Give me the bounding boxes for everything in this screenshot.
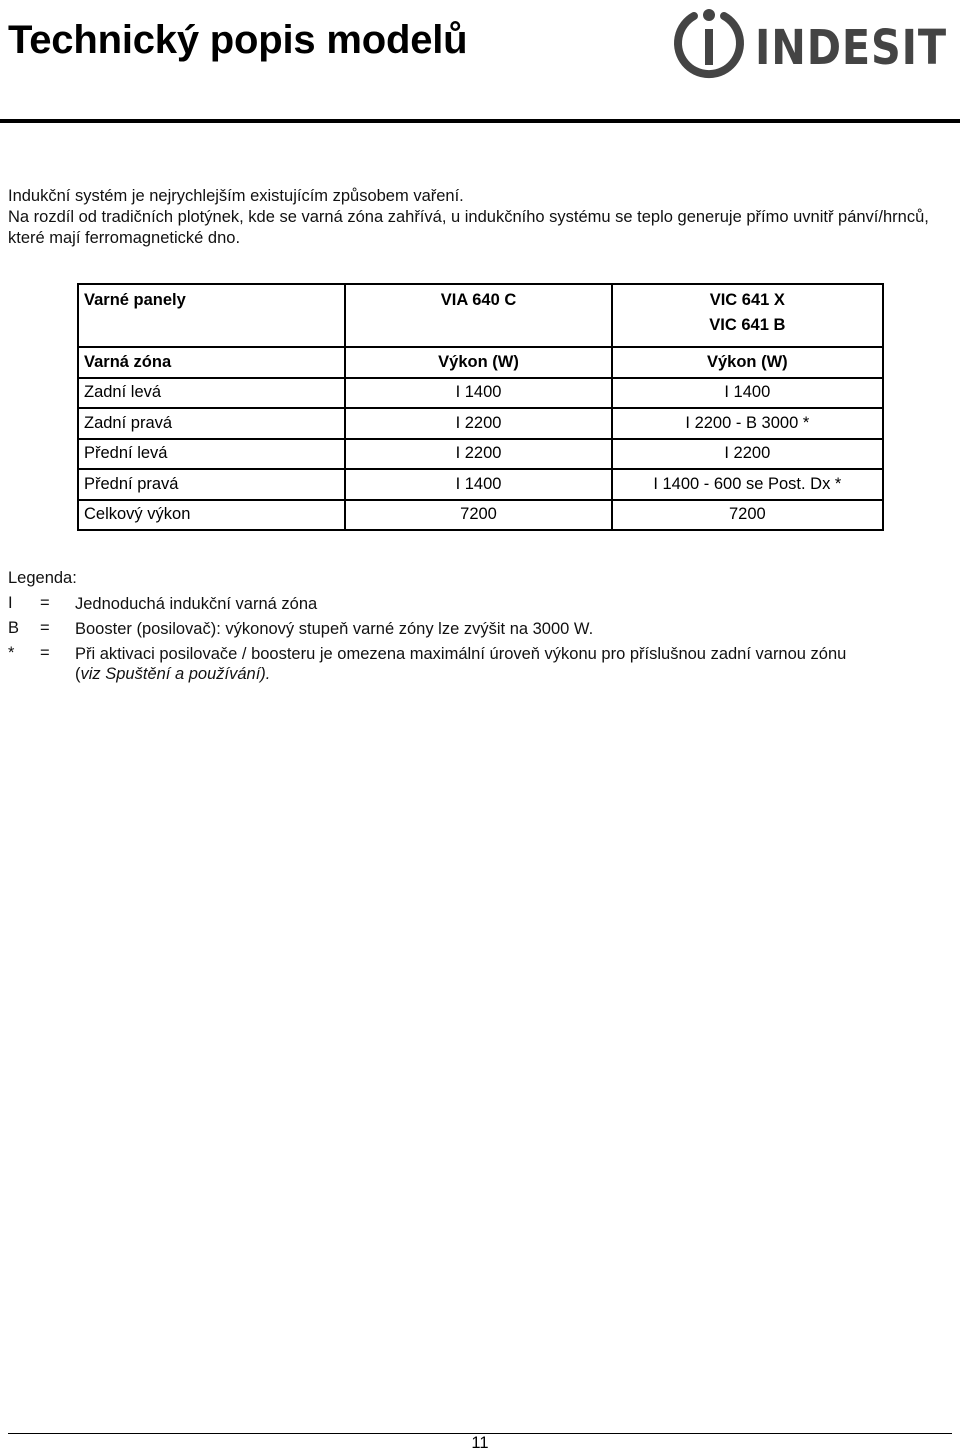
via-power-cell: I 2200 [345,439,611,470]
legend-item [8,641,948,684]
legend-description-text: Při aktivaci posilovače / boosteru je omezena maximální úroveň výkonu pro příslušnou zadní varnou zónu [75,645,847,663]
legend-equals: = [40,594,50,612]
legend-item [8,591,948,616]
brand-text: INDESIT [755,20,947,76]
legend-description [75,641,948,684]
legend-description: Booster (posilovač): výkonový stupeň varné zóny lze zvýšit na 3000 W. [75,620,594,638]
legend-item [8,616,948,641]
table-header-row [78,284,883,347]
zone-cell: Přední levá [78,439,345,470]
intro-line-1: Indukční systém je nejrychlejším existujícím způsobem vaření. [8,187,464,205]
via-power-cell: I 2200 [345,408,611,439]
header-model-vic [612,284,883,347]
vic-power-cell: I 1400 - 600 se Post. Dx * [612,469,883,500]
legend-ref-link-text: viz Spuštění a používání [80,665,261,683]
subheader-zone: Varná zóna [78,347,345,378]
subheader-power-via: Výkon (W) [345,347,611,378]
page-title: Technický popis modelů [8,18,468,62]
header-rule [0,119,960,123]
legend-equals: = [40,644,50,662]
legend-ref-open: ( [75,665,81,683]
table-subheader-row [78,347,883,378]
spec-table [77,283,884,531]
intro-text [8,186,948,249]
table-row [78,439,883,470]
zone-cell: Celkový výkon [78,500,345,531]
model-vic-x: VIC 641 X [709,291,785,309]
header-model-via: VIA 640 C [345,284,611,347]
vic-power-cell: I 2200 [612,439,883,470]
vic-power-cell: I 1400 [612,378,883,409]
page-number: 11 [471,1434,489,1452]
legend-equals: = [40,619,50,637]
table-row [78,408,883,439]
legend-symbol: * [8,644,15,662]
legend-ref-close: ). [260,665,271,683]
table-row [78,500,883,531]
vic-power-cell: I 2200 - B 3000 * [612,408,883,439]
legend-symbol: B [8,619,20,637]
indesit-logo [668,2,950,82]
legend-symbol: I [8,594,13,612]
vic-power-cell: 7200 [612,500,883,531]
zone-cell: Zadní levá [78,378,345,409]
legend-description: Jednoduchá indukční varná zóna [75,595,318,613]
header-cooktops: Varné panely [78,284,345,347]
model-vic-b: VIC 641 B [709,316,786,334]
legend-title: Legenda: [8,569,77,587]
via-power-cell: I 1400 [345,378,611,409]
table-row [78,378,883,409]
intro-line-2: Na rozdíl od tradičních plotýnek, kde se varná zóna zahřívá, u indukčního systému se teplo generuje přímo uvnitř pánví/hrnců, které mají ferromagnetické dno. [8,208,929,247]
legend [8,566,948,684]
via-power-cell: 7200 [345,500,611,531]
subheader-power-vic: Výkon (W) [612,347,883,378]
zone-cell: Zadní pravá [78,408,345,439]
table-row [78,469,883,500]
via-power-cell: I 1400 [345,469,611,500]
zone-cell: Přední pravá [78,469,345,500]
